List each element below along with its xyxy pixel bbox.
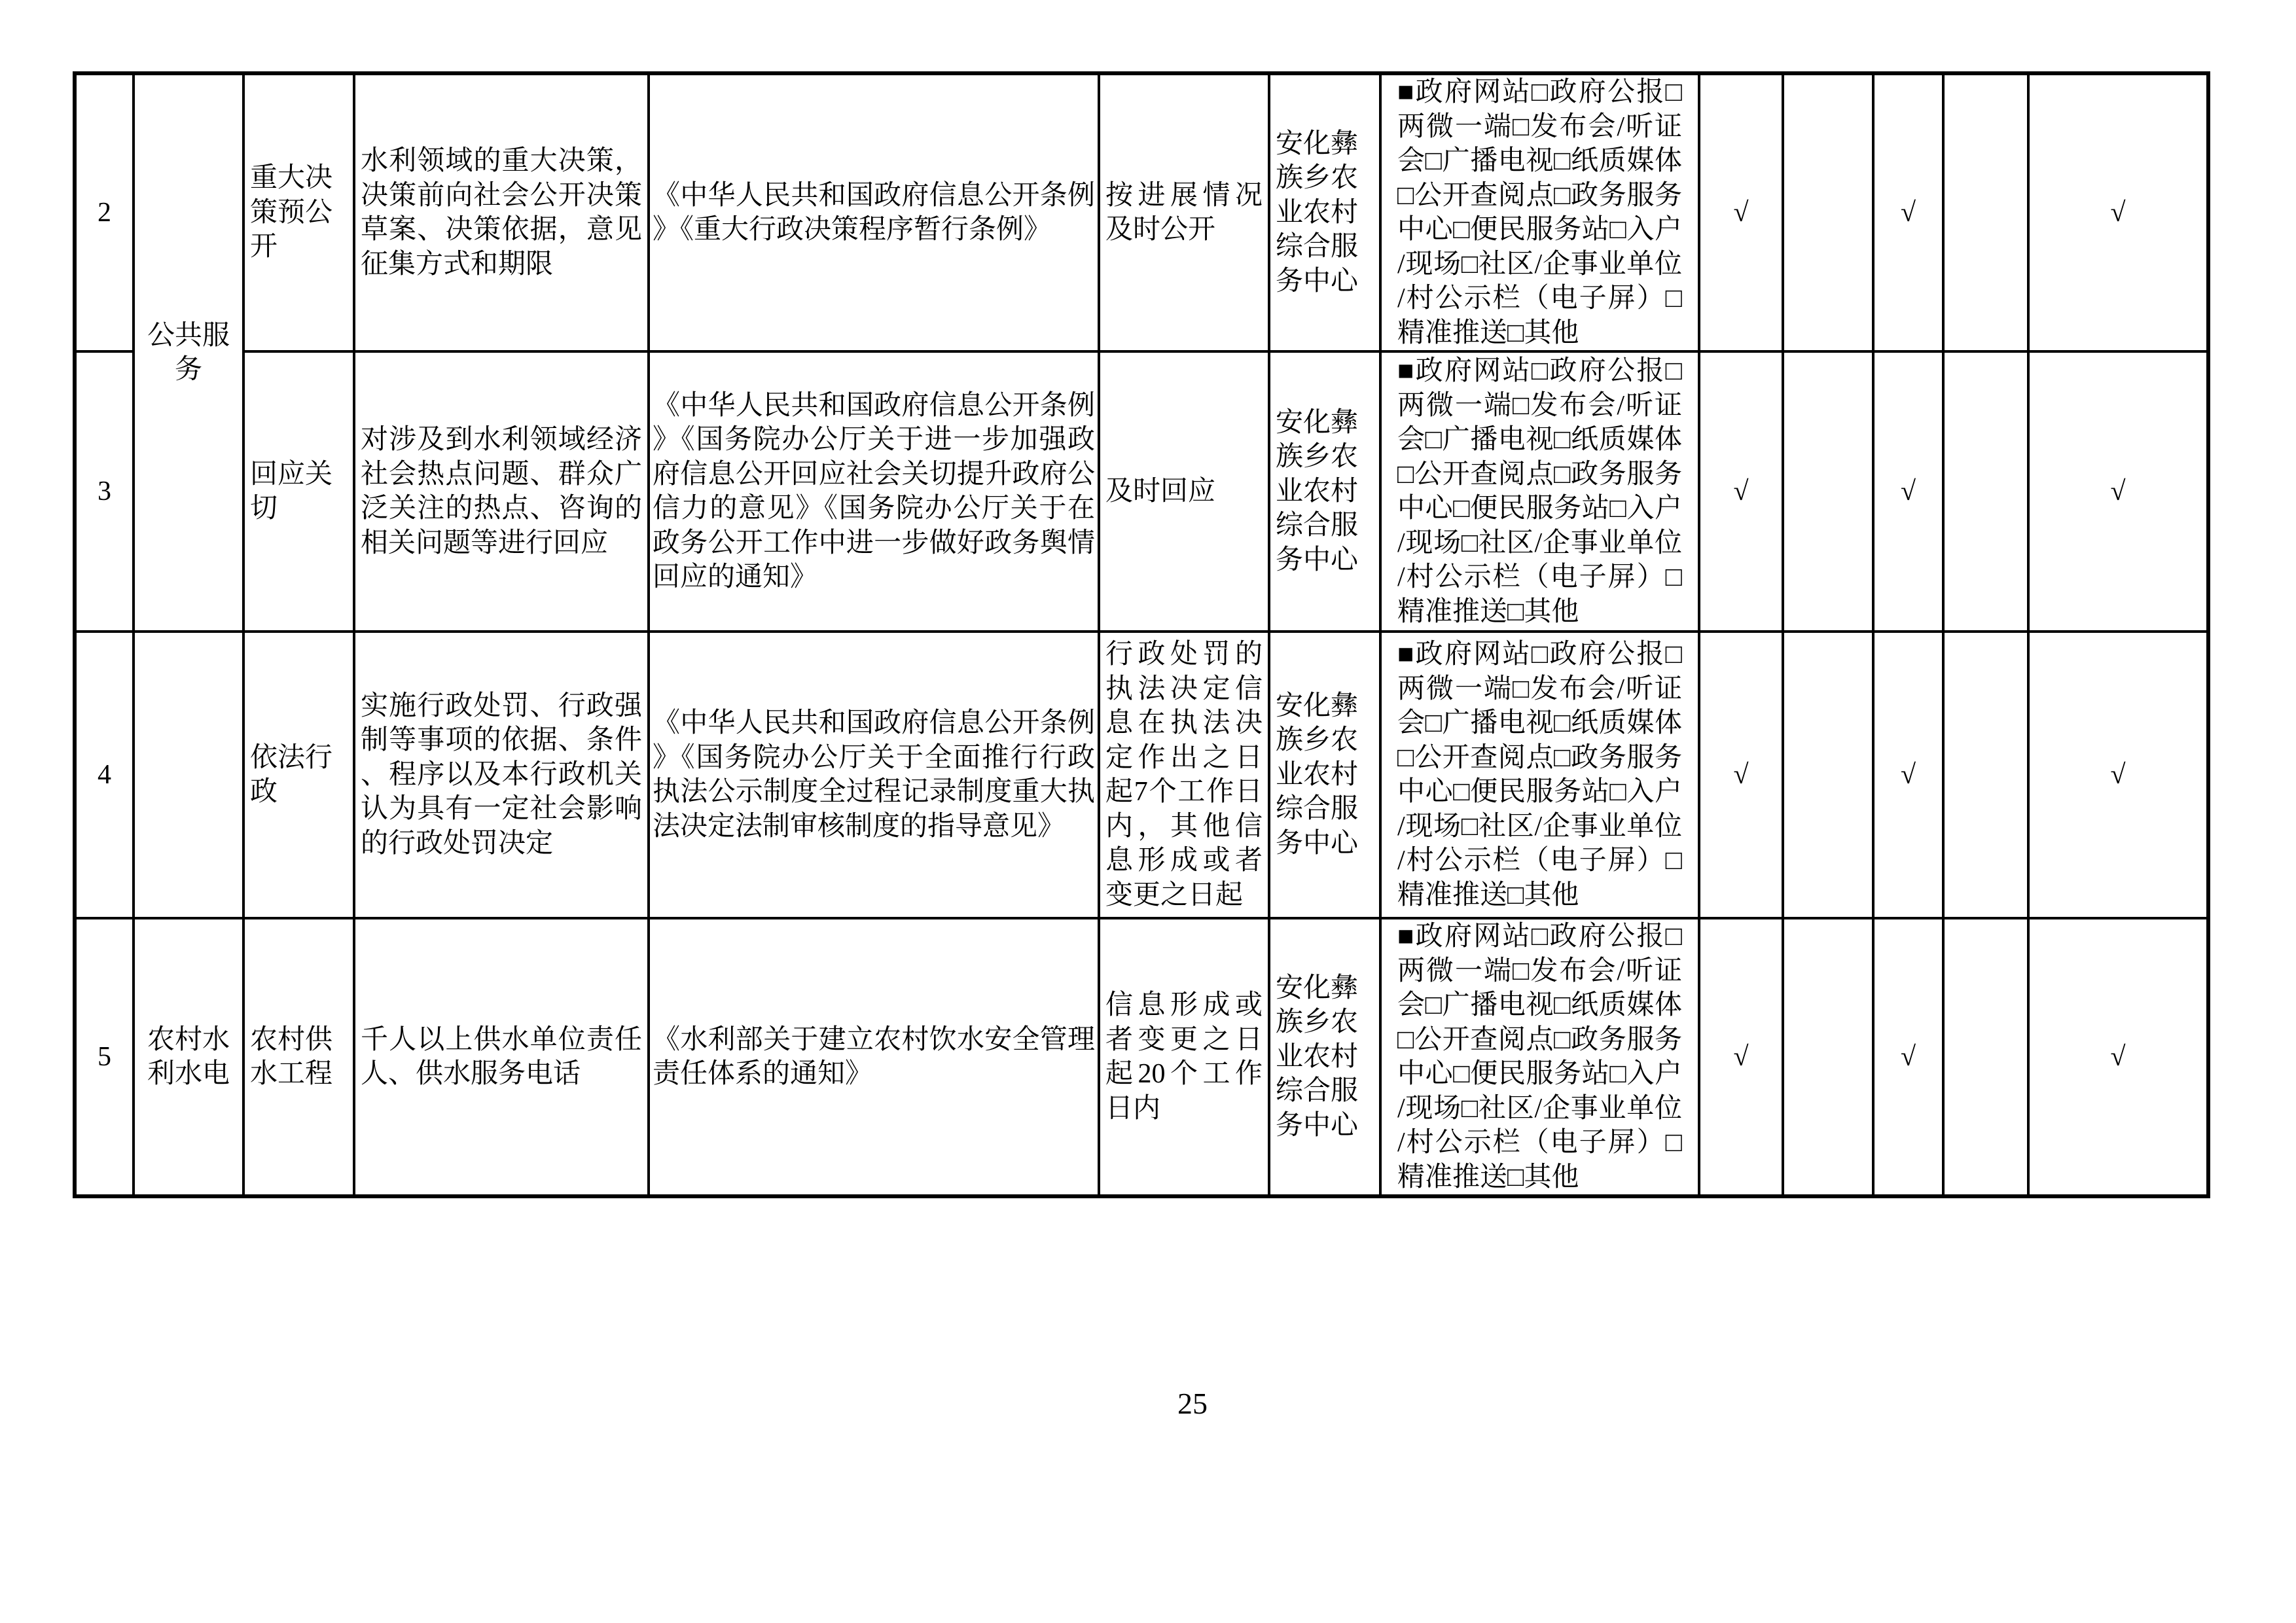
channels-cell: ■政府网站□政府公报□两微一端□发布会/听证会□广播电视□纸质媒体□公开查阅点□政务服务中心□便民服务站□入户/现场□社区/企事业单位/村公示栏（电子屏）□精准推送□其他 — [1380, 351, 1699, 632]
disclosure-table — [73, 71, 2210, 1198]
timing-cell: 及时回应 — [1099, 351, 1269, 632]
category-cell: 公共服务 — [134, 73, 243, 632]
check-cell — [1943, 632, 2028, 918]
check-cell: √ — [1699, 918, 1783, 1196]
legal-basis-cell: 《中华人民共和国政府信息公开条例》《重大行政决策程序暂行条例》 — [649, 73, 1099, 351]
category-cell — [134, 632, 243, 918]
page-number: 25 — [1177, 1387, 1208, 1420]
content-cell: 千人以上供水单位责任人、供水服务电话 — [354, 918, 649, 1196]
row-number-cell: 3 — [75, 351, 134, 632]
table-row — [75, 351, 2208, 632]
table-row — [75, 918, 2208, 1196]
check-cell — [1783, 73, 1873, 351]
check-cell: √ — [2028, 351, 2208, 632]
table-row — [75, 632, 2208, 918]
check-cell: √ — [2028, 73, 2208, 351]
check-cell: √ — [1873, 73, 1943, 351]
content-cell: 对涉及到水利领域经济社会热点问题、群众广泛关注的热点、咨询的相关问题等进行回应 — [354, 351, 649, 632]
row-number-cell: 5 — [75, 918, 134, 1196]
item-cell: 回应关切 — [243, 351, 354, 632]
check-cell — [1943, 351, 2028, 632]
check-cell: √ — [1699, 73, 1783, 351]
check-cell — [1943, 918, 2028, 1196]
table-row — [75, 73, 2208, 351]
content-cell: 实施行政处罚、行政强制等事项的依据、条件、程序以及本行政机关认为具有一定社会影响的行政处罚决定 — [354, 632, 649, 918]
timing-cell: 按进展情况及时公开 — [1099, 73, 1269, 351]
check-cell — [1783, 351, 1873, 632]
check-cell: √ — [1699, 351, 1783, 632]
unit-cell: 安化彝族乡农业农村综合服务中心 — [1269, 73, 1380, 351]
check-cell: √ — [1873, 632, 1943, 918]
row-number-cell: 2 — [75, 73, 134, 351]
category-cell: 农村水利水电 — [134, 918, 243, 1196]
check-cell: √ — [2028, 918, 2208, 1196]
legal-basis-cell: 《中华人民共和国政府信息公开条例》《国务院办公厅关于全面推行行政执法公示制度全过程记录制度重大执法决定法制审核制度的指导意见》 — [649, 632, 1099, 918]
channels-cell: ■政府网站□政府公报□两微一端□发布会/听证会□广播电视□纸质媒体□公开查阅点□政务服务中心□便民服务站□入户/现场□社区/企事业单位/村公示栏（电子屏）□精准推送□其他 — [1380, 73, 1699, 351]
timing-cell: 行政处罚的执法决定信息在执法决定作出之日起7个工作日内，其他信息形成或者变更之日起 — [1099, 632, 1269, 918]
check-cell — [1783, 632, 1873, 918]
unit-cell: 安化彝族乡农业农村综合服务中心 — [1269, 351, 1380, 632]
check-cell: √ — [2028, 632, 2208, 918]
check-cell: √ — [1873, 351, 1943, 632]
check-cell — [1783, 918, 1873, 1196]
legal-basis-cell: 《中华人民共和国政府信息公开条例》《国务院办公厅关于进一步加强政府信息公开回应社会关切提升政府公信力的意见》《国务院办公厅关于在政务公开工作中进一步做好政务舆情回应的通知》 — [649, 351, 1099, 632]
item-cell: 依法行政 — [243, 632, 354, 918]
unit-cell: 安化彝族乡农业农村综合服务中心 — [1269, 918, 1380, 1196]
timing-cell: 信息形成或者变更之日起20个工作日内 — [1099, 918, 1269, 1196]
check-cell: √ — [1699, 632, 1783, 918]
channels-cell: ■政府网站□政府公报□两微一端□发布会/听证会□广播电视□纸质媒体□公开查阅点□政务服务中心□便民服务站□入户/现场□社区/企事业单位/村公示栏（电子屏）□精准推送□其他 — [1380, 632, 1699, 918]
row-number-cell: 4 — [75, 632, 134, 918]
check-cell: √ — [1873, 918, 1943, 1196]
content-cell: 水利领域的重大决策，决策前向社会公开决策草案、决策依据，意见征集方式和期限 — [354, 73, 649, 351]
check-cell — [1943, 73, 2028, 351]
channels-cell: ■政府网站□政府公报□两微一端□发布会/听证会□广播电视□纸质媒体□公开查阅点□政务服务中心□便民服务站□入户/现场□社区/企事业单位/村公示栏（电子屏）□精准推送□其他 — [1380, 918, 1699, 1196]
item-cell: 农村供水工程 — [243, 918, 354, 1196]
item-cell: 重大决策预公开 — [243, 73, 354, 351]
unit-cell: 安化彝族乡农业农村综合服务中心 — [1269, 632, 1380, 918]
legal-basis-cell: 《水利部关于建立农村饮水安全管理责任体系的通知》 — [649, 918, 1099, 1196]
